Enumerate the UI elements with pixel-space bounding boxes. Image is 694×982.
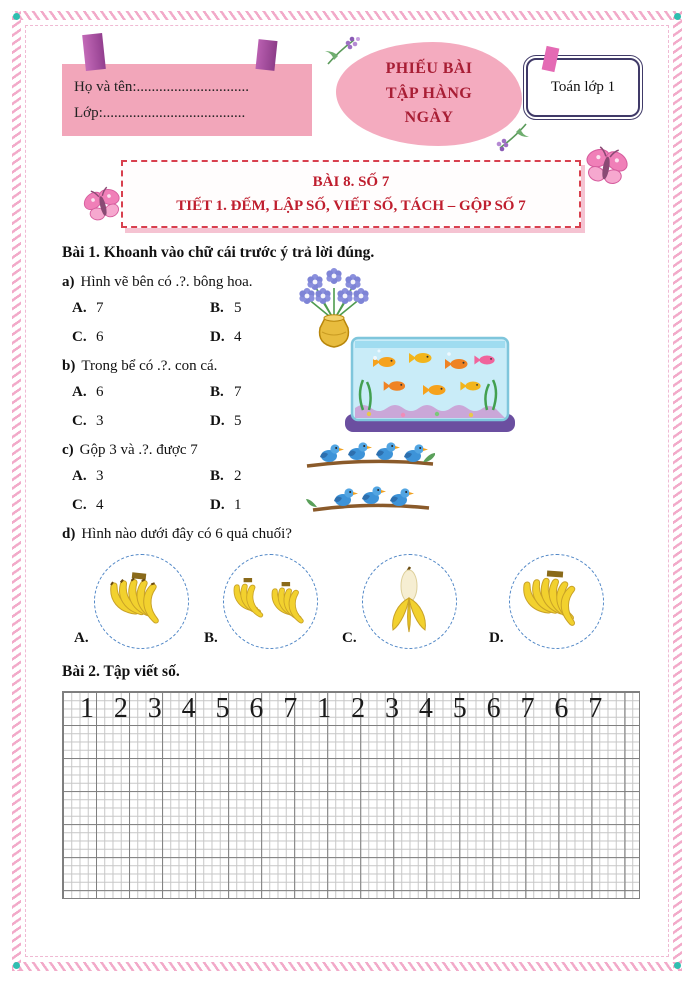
- handwriting-grid: [62, 691, 640, 899]
- practice-number: 2: [113, 693, 128, 724]
- practice-number: 5: [215, 693, 230, 724]
- answer-option: D. 1: [210, 497, 242, 513]
- question-c-label: c): [62, 442, 74, 458]
- sheet-title-line: NGÀY: [404, 109, 454, 127]
- answer-option: C. 3: [72, 413, 104, 429]
- practice-number: 3: [147, 693, 162, 724]
- worksheet-header: [62, 38, 640, 146]
- lesson-title-box: [121, 160, 581, 228]
- subject-badge-label: Toán lớp 1: [550, 79, 616, 95]
- corner-dot-icon: [13, 962, 20, 969]
- practice-number: 4: [181, 693, 196, 724]
- banana-choice-c: [342, 554, 457, 649]
- choice-circle: [94, 554, 189, 649]
- border-top-lace: [12, 11, 682, 20]
- choice-label: D.: [489, 630, 504, 646]
- practice-number: 7: [283, 693, 298, 724]
- choice-circle: [509, 554, 604, 649]
- practice-number: 6: [249, 693, 264, 724]
- question-a-label: a): [62, 274, 75, 290]
- question-c-text: Gộp 3 và .?. được 7: [79, 442, 198, 458]
- answer-option: D. 4: [210, 329, 242, 345]
- banana-choice-d: [489, 554, 604, 649]
- choice-circle: [362, 554, 457, 649]
- answer-option: D. 5: [210, 413, 242, 429]
- lesson-title-line1: BÀI 8. SỐ 7: [312, 174, 390, 190]
- lesson-heading-wrap: [62, 160, 640, 232]
- butterfly-icon: [579, 142, 634, 194]
- sheet-title-line: TẬP HÀNG: [385, 84, 473, 102]
- sheet-title-line: PHIẾU BÀI: [385, 59, 473, 77]
- peeled-banana-icon: [377, 566, 441, 638]
- question-d-label: d): [62, 526, 76, 542]
- banana-choices-row: [62, 551, 640, 653]
- practice-number: 6: [486, 693, 501, 724]
- answer-option: A. 3: [72, 468, 104, 484]
- answer-option: B. 2: [210, 468, 242, 484]
- choice-label: A.: [74, 630, 89, 646]
- exercise1-title: Bài 1. Khoanh vào chữ cái trước ý trả lời đúng.: [62, 244, 375, 261]
- birds-on-branch-icon: [305, 434, 435, 520]
- practice-number: 6: [554, 693, 569, 724]
- practice-number: 5: [452, 693, 467, 724]
- banana-choice-a: [74, 554, 189, 649]
- corner-dot-icon: [674, 13, 681, 20]
- answer-option: B. 5: [210, 300, 242, 316]
- question-d-text: Hình nào dưới đây có 6 quả chuối?: [81, 526, 292, 542]
- border-right-lace: [673, 11, 682, 971]
- banana-bunch-icon: [102, 571, 180, 633]
- border-bottom-lace: [12, 962, 682, 971]
- sheet-title-blob: [336, 42, 522, 146]
- question-b-label: b): [62, 358, 76, 374]
- washi-tape-icon: [255, 39, 277, 71]
- student-name-field: Họ và tên:..............................: [74, 79, 249, 95]
- practice-number: 7: [588, 693, 603, 724]
- student-class-field: Lớp:......................................: [74, 105, 246, 121]
- practice-number: 1: [317, 693, 332, 724]
- banana-bunches-icon: [230, 572, 310, 632]
- practice-numbers-row: [70, 694, 612, 724]
- question-b-text: Trong bể có .?. con cá.: [81, 358, 218, 374]
- banana-choice-b: [204, 554, 318, 649]
- corner-dot-icon: [674, 962, 681, 969]
- subject-badge: [526, 58, 640, 117]
- practice-number: 3: [384, 693, 399, 724]
- exercise2-title: Bài 2. Tập viết số.: [62, 663, 180, 680]
- washi-tape-icon: [82, 33, 106, 71]
- practice-number: 2: [351, 693, 366, 724]
- banana-bunch-icon: [517, 570, 595, 634]
- aquarium-icon: [345, 334, 515, 436]
- answer-option: C. 4: [72, 497, 104, 513]
- choice-label: B.: [204, 630, 218, 646]
- practice-number: 4: [418, 693, 433, 724]
- sheet-title: [336, 42, 522, 146]
- lesson-title-line2: TIẾT 1. ĐẾM, LẬP SỐ, VIẾT SỐ, TÁCH – GỘP SỐ 7: [176, 198, 526, 214]
- answer-option: A. 6: [72, 384, 104, 400]
- border-left-lace: [12, 11, 21, 971]
- question-a-text: Hình vẽ bên có .?. bông hoa.: [80, 274, 253, 290]
- corner-dot-icon: [13, 13, 20, 20]
- worksheet-content: [62, 38, 640, 899]
- answer-option: C. 6: [72, 329, 104, 345]
- answer-option: B. 7: [210, 384, 242, 400]
- washi-tape-icon: [542, 46, 560, 72]
- practice-number: 7: [520, 693, 535, 724]
- answer-option: A. 7: [72, 300, 104, 316]
- choice-label: C.: [342, 630, 357, 646]
- choice-circle: [223, 554, 318, 649]
- question-d: [62, 523, 640, 545]
- practice-number: 1: [79, 693, 94, 724]
- student-info-box: [62, 64, 312, 136]
